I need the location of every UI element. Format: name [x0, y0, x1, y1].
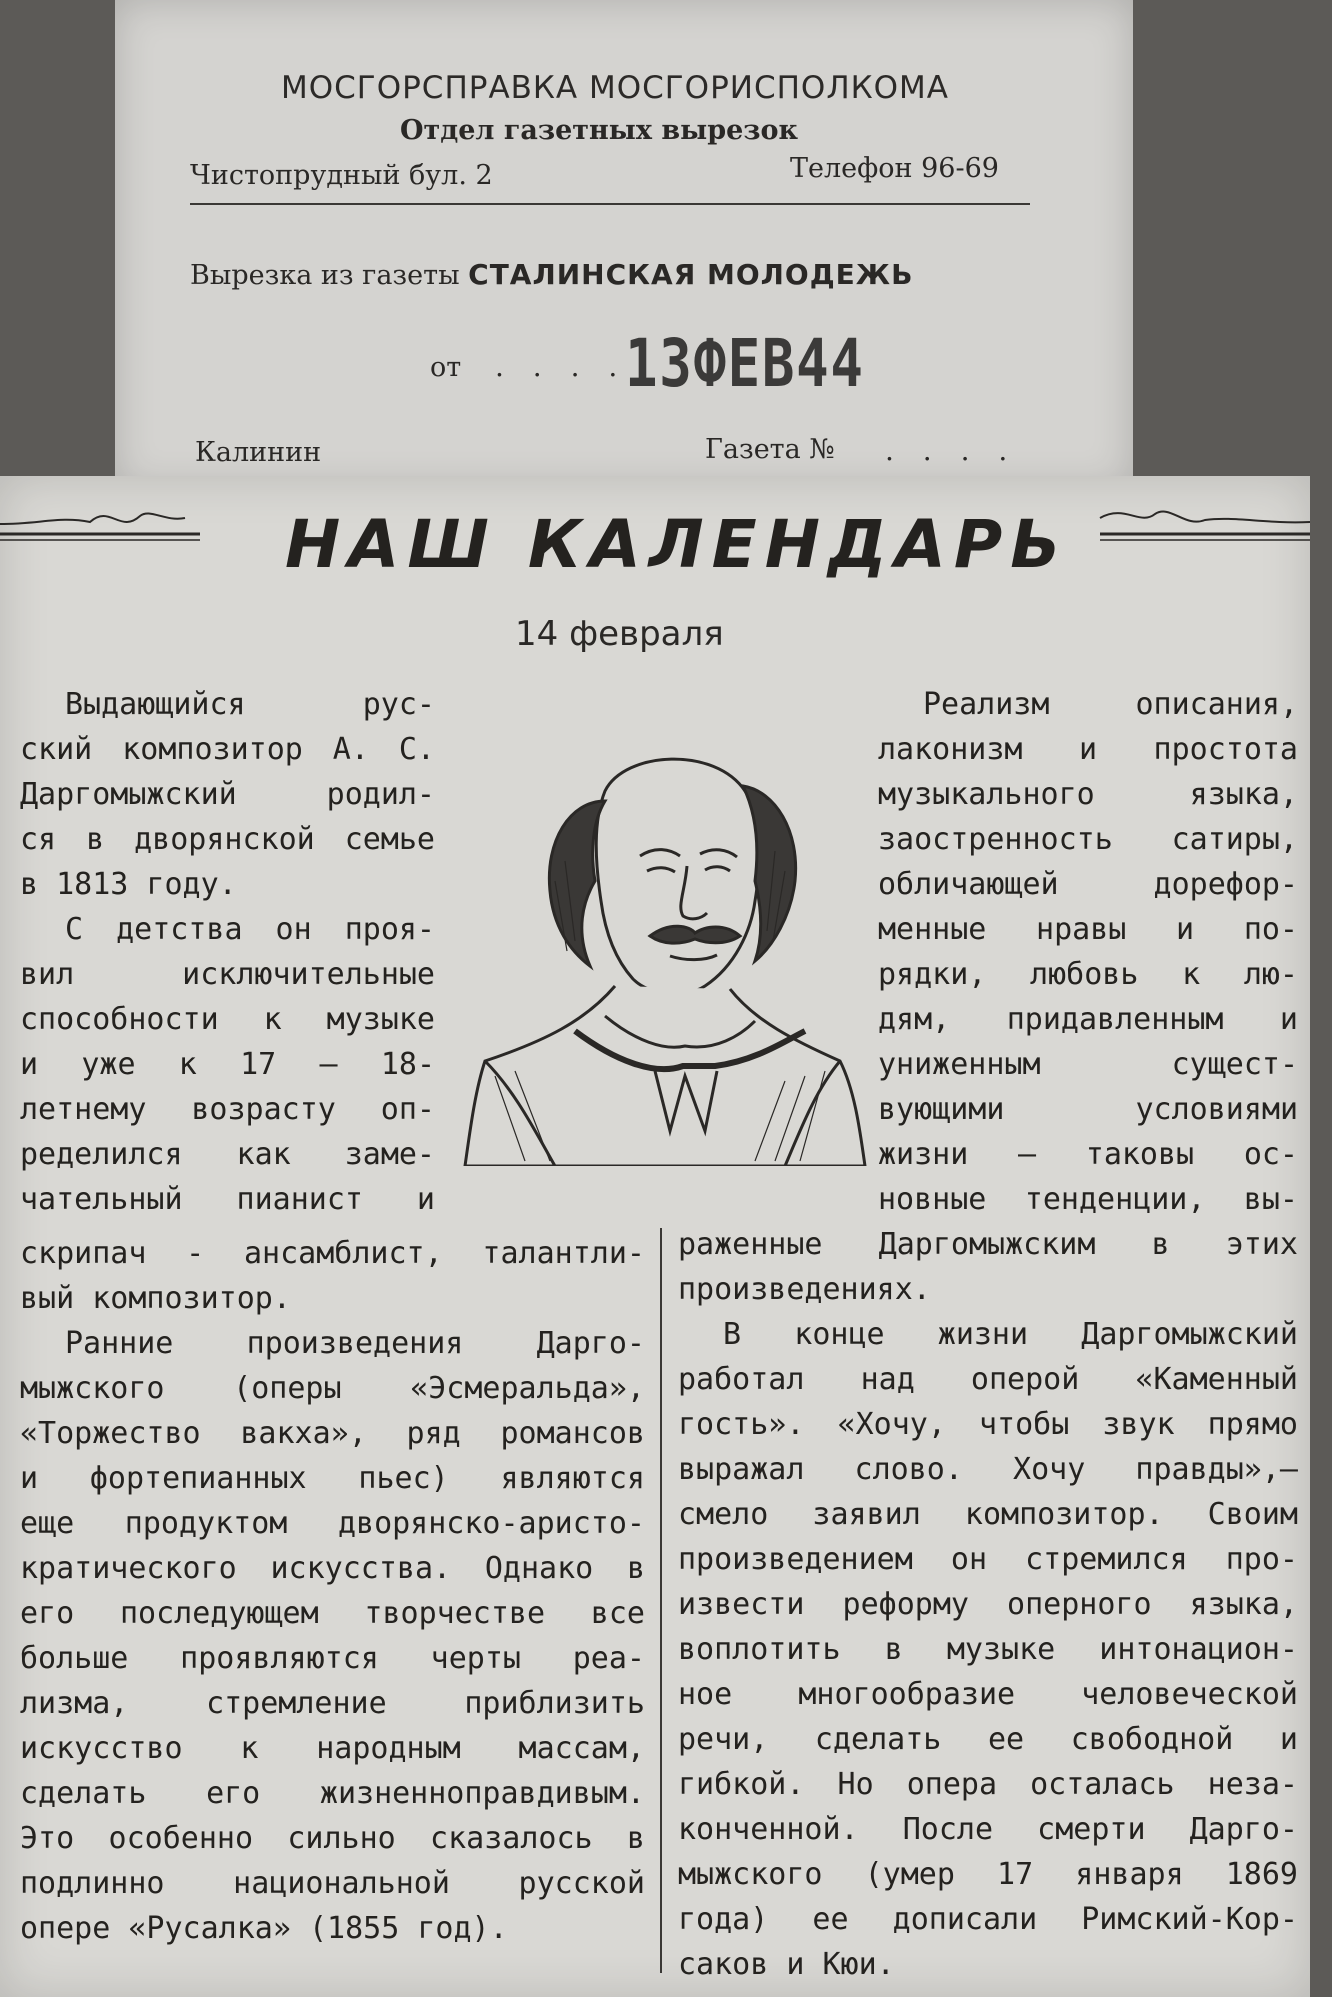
article-date: 14 февраля — [515, 614, 724, 654]
text-line: В конце жизни Даргомыжский — [723, 1317, 1298, 1352]
text-line: Это особенно сильно сказалось в — [20, 1821, 645, 1856]
divider-line — [190, 203, 1030, 205]
text-line: дям, придавленным и — [878, 1002, 1298, 1037]
text-line: воплотить в музыке интонацион- — [678, 1632, 1298, 1667]
text-line: еще продуктом дворянско-аристо- — [20, 1506, 645, 1541]
text-line: новные тенденции, вы- — [878, 1182, 1298, 1217]
text-line: кратического искусства. Однако в — [20, 1551, 645, 1586]
text-line: года) ее дописали Римский-Кор- — [678, 1902, 1298, 1937]
article-title: НАШ КАЛЕНДАРЬ — [285, 506, 1069, 583]
text-line: менные нравы и по- — [878, 912, 1298, 947]
text-line: жизни — таковы ос- — [878, 1137, 1298, 1172]
text-line: его последующем творчестве все — [20, 1596, 645, 1631]
text-line: ределился как заме- — [20, 1137, 435, 1172]
text-line: саков и Кюи. — [678, 1947, 895, 1982]
text-line: Даргомыжский родил- — [20, 777, 435, 812]
text-line: искусство к народным массам, — [20, 1731, 645, 1766]
text-line: гость». «Хочу, чтобы звук прямо — [678, 1407, 1298, 1442]
text-line: речи, сделать ее свободной и — [678, 1722, 1298, 1757]
right-ornament — [1095, 494, 1310, 554]
text-line: летнему возрасту оп- — [20, 1092, 435, 1127]
cut-label: Вырезка из газеты — [190, 260, 460, 291]
text-line: сделать его жизненноправдивым. — [20, 1776, 645, 1811]
text-line: рядки, любовь к лю- — [878, 957, 1298, 992]
text-line: «Торжество вакха», ряд романсов — [20, 1416, 645, 1451]
org-name: МОСГОРСПРАВКА МОСГОРИСПОЛКОМА — [281, 70, 949, 106]
text-line: мыжского (оперы «Эсмеральда», — [20, 1371, 645, 1406]
text-line: мыжского (умер 17 января 1869 — [678, 1857, 1298, 1892]
text-line: способности к музыке — [20, 1002, 435, 1037]
text-line: вующими условиями — [878, 1092, 1298, 1127]
text-line: лизма, стремление приблизить — [20, 1686, 645, 1721]
text-line: произведениях. — [678, 1272, 931, 1307]
text-line: гибкой. Но опера осталась неза- — [678, 1767, 1298, 1802]
from-label: от — [430, 352, 462, 383]
text-line: С детства он проя- — [65, 912, 435, 947]
text-line: заостренность сатиры, — [878, 822, 1298, 857]
text-line: работал над оперой «Каменный — [678, 1362, 1298, 1397]
text-line: подлинно национальной русской — [20, 1866, 645, 1901]
text-line: и уже к 17 — 18- — [20, 1047, 435, 1082]
dotted-fill: . . . . — [885, 434, 1018, 467]
clipping-service-slip — [115, 0, 1133, 490]
text-line: обличающей дорефор- — [878, 867, 1298, 902]
newspaper-line — [190, 258, 913, 291]
text-line: ное многообразие человеческой — [678, 1677, 1298, 1712]
text-line: конченной. После смерти Дарго- — [678, 1812, 1298, 1847]
text-line: музыкального языка, — [878, 777, 1298, 812]
text-line: униженным сущест- — [878, 1047, 1298, 1082]
text-line: смело заявил композитор. Своим — [678, 1497, 1298, 1532]
column-right — [678, 682, 1298, 1987]
column-left-top — [20, 682, 435, 1222]
text-line: Ранние произведения Дарго- — [65, 1326, 645, 1361]
newspaper-clipping — [0, 476, 1310, 1997]
text-line: раженные Даргомыжским в этих — [678, 1227, 1298, 1262]
department-name: Отдел газетных вырезок — [400, 115, 798, 146]
text-line: Реализм описания, — [923, 687, 1298, 722]
city: Калинин — [195, 437, 322, 468]
left-ornament — [0, 494, 210, 554]
text-line: извести реформу оперного языка, — [678, 1587, 1298, 1622]
text-line: опере «Русалка» (1855 год). — [20, 1911, 508, 1946]
newspaper-name: СТАЛИНСКАЯ МОЛОДЕЖЬ — [468, 258, 914, 291]
text-line: чательный пианист и — [20, 1182, 435, 1217]
text-line: выражал слово. Хочу правды»,— — [678, 1452, 1298, 1487]
text-line: лаконизм и простота — [878, 732, 1298, 767]
dotted-fill: . . . . — [495, 350, 628, 383]
gazeta-label: Газета № — [705, 434, 835, 465]
date-stamp: 13ФЕВ44 — [625, 325, 865, 402]
text-line: больше проявляются черты реа- — [20, 1641, 645, 1676]
column-divider — [660, 1228, 662, 1973]
text-line: вый композитор. — [20, 1281, 291, 1316]
text-line: и фортепианных пьес) являются — [20, 1461, 645, 1496]
column-left-bottom — [20, 1231, 645, 1951]
text-line: ся в дворянской семье — [20, 822, 435, 857]
address: Чистопрудный бул. 2 — [190, 160, 493, 191]
text-line: произведением он стремился про- — [678, 1542, 1298, 1577]
phone: Телефон 96-69 — [790, 153, 999, 184]
text-line: скрипач - ансамблист, талантли- — [20, 1236, 645, 1271]
text-line: вил исключительные — [20, 957, 435, 992]
text-line: в 1813 году. — [20, 867, 237, 902]
text-line: Выдающийся рус- — [65, 687, 435, 722]
text-line: ский композитор А. С. — [20, 732, 435, 767]
